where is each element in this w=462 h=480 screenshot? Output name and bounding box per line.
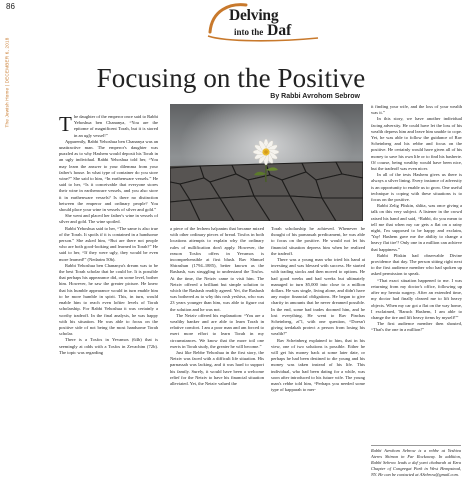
brand-line-2 bbox=[234, 22, 291, 40]
paragraph: In this story, we have another individual facing adversity. He could have let the loss of his wealth depress him and leave him unable to cope. Yet, he was able to follow the guidance of Rav Scheinberg and his rebbe and focus on the positive. He certainly would have given all of his money to save his own life or to find his basherte. Of course, being wealthy would have been nice, but the tradeoff was even nicer. bbox=[371, 116, 462, 172]
article-column-2 bbox=[170, 226, 264, 480]
flower-photo-image bbox=[170, 104, 363, 221]
paragraph: Rabbi Zelig Pliskin, shlita, was once giving a talk on this very subject. A listener in the crowd raised his hand and said, “Rabbi, do you mean to tell me that when my car gets a flat on a rainy night, I'm supposed to be happy and exclaim, 'Yay! Hashem gave me the ability to change a heavy flat tire'? Only one in a million can achieve that happiness.” bbox=[371, 203, 462, 252]
article-title: Focusing on the Positive bbox=[96, 63, 366, 93]
page-number: 86 bbox=[6, 2, 15, 11]
paragraph: it finding your wife, and the loss of your wealth was it.” bbox=[371, 104, 462, 116]
drop-cap: T bbox=[59, 114, 72, 136]
column-brand-logo bbox=[206, 2, 324, 42]
article-column-4 bbox=[371, 104, 462, 480]
brand-main: Daf bbox=[267, 22, 292, 39]
paragraph: Apparently, Rabbi Yehoshua ben Chananya was an unattractive man. The emperor's daughter was puzzled as to why Hashem would deposit his Torah in an ugly individual. Rabbi Yehoshua told her, “You may learn the answer to your dilemma from your father's house. In what type of container do you store wine?” She said to him, “In earthenware vessels.” He said to her, “Is it conceivable that everyone stores their wine in earthenware vessels, and you also store it in earthenware vessels? Is there no distinction between the emperor and ordinary people? You should place your wine in vessels of silver and gold.” bbox=[59, 138, 158, 213]
article-byline: By Rabbi Avrohom Sebrow bbox=[270, 93, 360, 100]
paragraph: She went and placed her father's wine in vessels of silver and gold. The wine spoiled. bbox=[59, 213, 158, 225]
paragraph: The Netziv offered his explanation: “You are a wealthy banker and are able to learn Torah in relative comfort. I am a poor man and am forced to exert more effort to learn Torah in my circumstances. We know that the more toil one exerts in Torah study, the greater he will become.” bbox=[170, 312, 264, 349]
brand-prefix: into the bbox=[234, 27, 264, 37]
paragraph: “That exact situation happened to me. I was returning from my doctor's office, following up after my hernia surgery. After an extended time, my doctor had finally cleared me to lift heavy objects. When my car got a flat on the way home, I exclaimed, 'Baruch Hashem, I am able to change the tire and lift heavy items by myself!'” bbox=[371, 277, 462, 320]
paragraph: The first audience member then shouted, “That's the one in a million!” bbox=[371, 321, 462, 333]
opening-text: he daughter of the emperor once said to Rabbi Yehoshua ben Chananya, “You are the epitome of magnificent Torah, but it is stored in an ugly vessel!” bbox=[73, 114, 158, 138]
paragraph: Rabbi Pliskin had observable Divine providence that day. The person sitting right next to the first audience member who had spoken up asked permission to speak. bbox=[371, 252, 462, 277]
paragraph: Rav Scheinberg explained to him, that in his view, one of two solutions is possible. Either he will get his money back at some later date, or perhaps he had been destined to die young and his money was taken instead of his life. This individual, who had been dating for a while, was soon after introduced to his future wife. The young man's rebbe told him, “Perhaps you needed some type of kapparah to mer- bbox=[271, 337, 365, 393]
paragraph: Rabbi Yehoshua said to her, “The same is also true of the Torah. It spoils if it is contained in a handsome person.” She asked him, “But are there not people who are both good-looking and learned in Torah?” He said to her, “If they were ugly, they would be even more learned!” (Nedarim 50b). bbox=[59, 225, 158, 262]
paragraph: There is a Tosfos in Yevamos (64b) that is seemingly at odds with a Tosfos in Zevachim (72b). The topic was regarding bbox=[59, 337, 158, 355]
paragraph: Just like Rebbe Yehoshua in the first story, the Netziv was faced with a difficult life situation. His parnassah was lacking, and it was hard to support his family. Surely, it would have been a welcome relief for the Netziv to have his financial situation alleviated. Yet, the Netziv valued the bbox=[170, 350, 264, 387]
paragraph: There was a young man who tried his hand at investing and was blessed with success. He started with trading stocks and then moved to options. He had good weeks and bad weeks but ultimately managed to turn $5,000 into close to a million dollars. He was single, living alone, and didn't have any major financial obligations. He began to give charity in amounts that he never dreamed possible. In the end, some bad trades doomed him, and he lost everything. He went to Rav Pinchas Scheinberg, zt"l, with one question, “Doesn't giving tzedakah protect a person from losing his wealth?” bbox=[271, 257, 365, 337]
article-column-1 bbox=[59, 114, 158, 480]
issue-side-text: The Jewish Home | DECEMBER 6, 2018 bbox=[4, 37, 10, 128]
brand-line-1: Delving bbox=[229, 7, 279, 24]
article-column-3 bbox=[271, 226, 365, 480]
article-photo-flower-in-cracked-earth bbox=[170, 104, 363, 221]
paragraph: Rabbi Yehoshua ben Chananya's dream was to be the best Torah scholar that he could be. It is possible that perhaps his appearance did, on some level, bother him. However, he saw the greater picture. He knew that his humble appearance would in turn enable him to be more humble in spirit. This, in turn, would enable him to reach even loftier levels of Torah scholarship. For Rabbi Yehoshua it was certainly a worthy tradeoff. In the final analysis, he was happy with his situation. He was able to focus on the positive side of not being the most handsome Torah scholar. bbox=[59, 262, 158, 337]
author-bio: Rabbi Avrohom Sebrow is a rebbe at Yeshiva Ateres Shimon in Far Rockaway. In addition, Rabbi Sebrow leads a daf yomi chaburah at Ezra Chapter of Congregat Park in West Hempstead, NY. He can be contacted at ASebrow@gmail.com. bbox=[371, 445, 461, 478]
paragraph: a piece of the lechem ha'panim that became mixed with other ordinary pieces of bread. Tosfos in both locations attempts to explain why the ordinary rules of nullification don't apply. However, the reason Tosfos offers in Yevamos is incomprehensible at first blush. Rav Shmuel Shtrashun (1794–1885), better known as the Rashash, was struggling to understand the Tosfos. At the time, the Netziv came to visit him. The Netziv offered a brilliant but simple solution to which the Rashash readily agreed. Yet, the Rashash was bothered as to why this rosh yeshiva, who was 23 years younger than him, was able to figure out the solution and he was not. bbox=[170, 226, 264, 312]
opening-paragraph bbox=[59, 114, 158, 139]
paragraph: Torah scholarship he achieved. Whenever he thought of his parnassah predicament, he was able to focus on the positive. He would not let his financial situation depress him when he realized the tradeoff. bbox=[271, 226, 365, 256]
paragraph: In all of the tests Hashem gives us there is always a silver lining. Every instance of adversity is an opportunity to enable us to grow. One useful technique is coping with these situations is to focus on the positive. bbox=[371, 172, 462, 203]
